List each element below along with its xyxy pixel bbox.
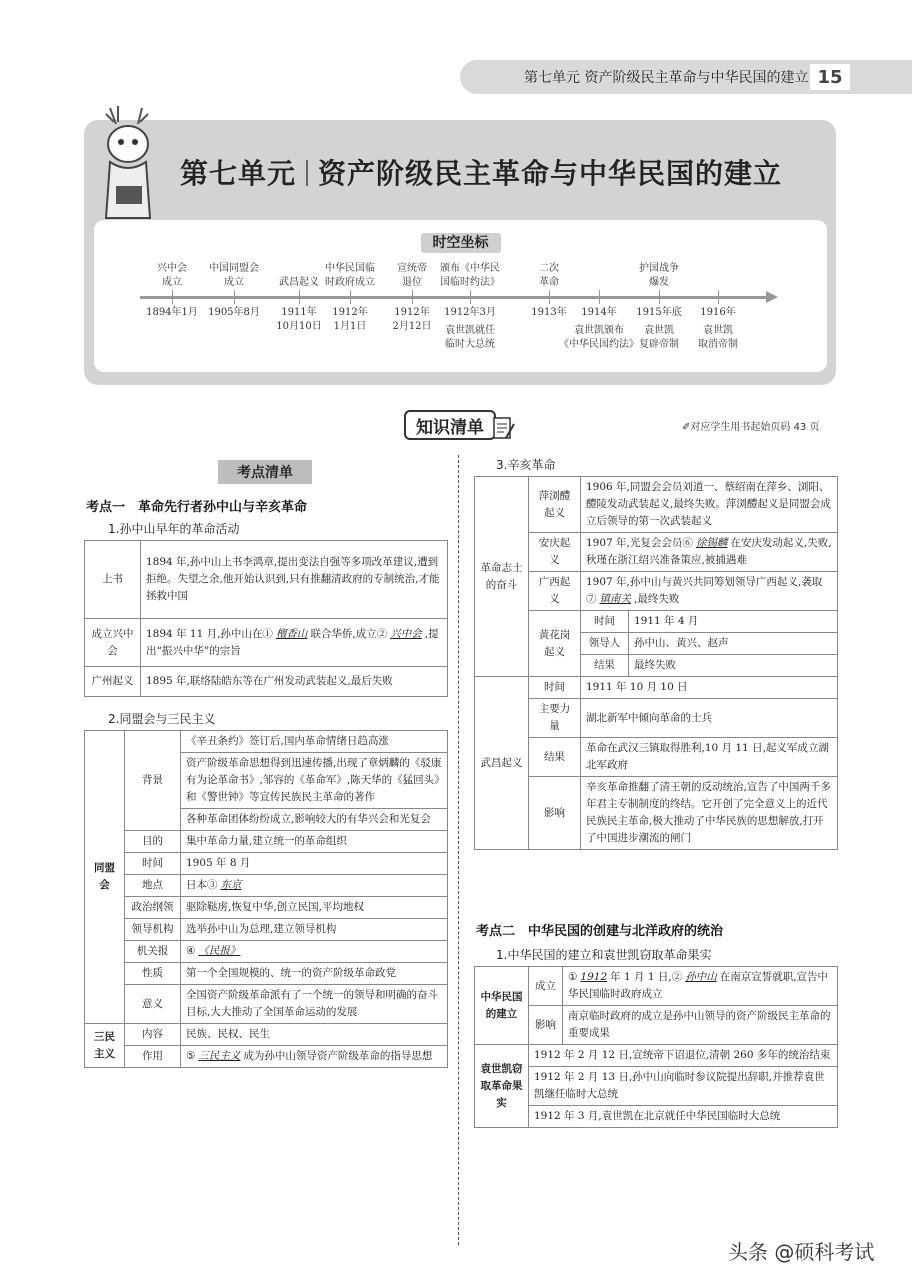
table-row bbox=[85, 963, 448, 985]
table-cell: 结果 bbox=[581, 655, 629, 677]
table-cell: ④ 《民报》 bbox=[181, 941, 448, 963]
table-cell: 各种革命团体纷纷成立,影响较大的有华兴会和光复会 bbox=[181, 809, 448, 831]
table-cell: 时间 bbox=[125, 853, 181, 875]
table-row bbox=[475, 777, 838, 850]
subsection-2: 2.同盟会与三民主义 bbox=[108, 712, 216, 726]
table-row bbox=[85, 897, 448, 919]
table-cell: 集中革命力量,建立统一的革命组织 bbox=[181, 831, 448, 853]
unit-label: 第七单元 bbox=[180, 157, 297, 190]
topic-two-title: 考点二 中华民国的创建与北洋政府的统治 bbox=[476, 924, 724, 939]
table-cell: 1911 年 10 月 10 日 bbox=[581, 677, 838, 699]
table-row bbox=[85, 1024, 448, 1046]
table-cell: 1894 年 11 月,孙中山在① 檀香山 联合华侨,成立② 兴中会 ,提出“振兴中华”的宗旨 bbox=[141, 619, 448, 667]
table-cell: 时间 bbox=[529, 677, 581, 699]
table-row bbox=[85, 1046, 448, 1068]
table-cell: 广西起义 bbox=[529, 572, 581, 611]
table-cell: 湖北新军中倾向革命的士兵 bbox=[581, 699, 838, 738]
table-cell: 驱除鞑虏,恢复中华,创立民国,平均地权 bbox=[181, 897, 448, 919]
table-cell: 南京临时政府的成立是孙中山领导的资产阶级民主革命的重要成果 bbox=[563, 1006, 838, 1045]
table-cell: 武昌起义 bbox=[475, 677, 529, 850]
knowledge-list-title: 知识清单 bbox=[404, 410, 496, 440]
topic-one-title: 考点一 革命先行者孙中山与辛亥革命 bbox=[86, 500, 308, 515]
knowledge-list-badge bbox=[404, 410, 514, 442]
table-cell: 成立 bbox=[529, 967, 563, 1006]
table-row bbox=[85, 667, 448, 697]
table-cell: 目的 bbox=[125, 831, 181, 853]
answer-blank: 镇南关 bbox=[599, 593, 631, 605]
timeline-event: 中华民国临 时政府成立 bbox=[325, 263, 375, 288]
timeline-note: 袁世凯 取消帝制 bbox=[698, 325, 738, 350]
table-cell: 政治纲领 bbox=[125, 897, 181, 919]
watermark: 头条 @硕科考试 bbox=[728, 1240, 875, 1264]
table-cell: 1905 年 8 月 bbox=[181, 853, 448, 875]
table-cell: 1906 年,同盟会会员刘道一、蔡绍南在萍乡、浏阳、醴陵发动武装起义,最终失败。萍浏醴起义是同盟会成立后领导的第一次武装起义 bbox=[581, 477, 838, 533]
timeline-tick bbox=[659, 290, 660, 304]
table-cell: 成立兴中会 bbox=[85, 619, 141, 667]
timeline-year: 1912年 2月12日 bbox=[392, 307, 432, 332]
timeline-year: 1915年底 bbox=[636, 307, 682, 318]
table-row bbox=[475, 533, 838, 572]
table-row bbox=[85, 941, 448, 963]
subsection-3: 3.辛亥革命 bbox=[496, 458, 556, 472]
column-divider bbox=[458, 455, 459, 1245]
table-row bbox=[475, 1045, 838, 1067]
table-cell: ① 1912 年 1 月 1 日,② 孙中山 在南京宣誓就职,宣告中华民国临时政府成立 bbox=[563, 967, 838, 1006]
table-cell: 1894 年,孙中山上书李鸿章,提出变法自强等多项改革建议,遭到拒绝。失望之余,他开始认识到,只有推翻清政府的专制统治,才能拯救中国 bbox=[141, 541, 448, 619]
table-cell: 性质 bbox=[125, 963, 181, 985]
table-row bbox=[85, 853, 448, 875]
answer-blank: 东京 bbox=[220, 879, 242, 891]
timeline-tick bbox=[172, 290, 173, 304]
table-cell: 影响 bbox=[529, 777, 581, 850]
axis-arrow-icon bbox=[766, 291, 778, 303]
page-reference-note: ✐对应学生用书起始页码 43 页 bbox=[682, 422, 820, 433]
table-row bbox=[85, 541, 448, 619]
answer-blank: 《民报》 bbox=[198, 945, 241, 957]
table-cell: 安庆起义 bbox=[529, 533, 581, 572]
timeline-tick bbox=[350, 290, 351, 304]
table-row bbox=[475, 1006, 838, 1045]
answer-blank: 三民主义 bbox=[198, 1050, 241, 1062]
timeline-event: 宣统帝 退位 bbox=[397, 263, 427, 288]
timeline-event: 兴中会 成立 bbox=[157, 263, 187, 288]
table-cell: 黄花岗起义 bbox=[529, 611, 581, 677]
timeline-year: 1914年 bbox=[581, 307, 617, 318]
table-cell: 上书 bbox=[85, 541, 141, 619]
timeline-panel bbox=[94, 220, 827, 372]
table-cell: 领导人 bbox=[581, 633, 629, 655]
timeline-event: 武昌起义 bbox=[279, 277, 319, 288]
table-cell: 辛亥革命推翻了清王朝的反动统治,宣告了中国两千多年君主专制制度的终结。它开创了完全意义上的近代民族民主革命,极大推动了中华民族的思想解放,打开了中国进步潮流的闸门 bbox=[581, 777, 838, 850]
answer-blank: 1912 bbox=[580, 971, 608, 983]
timeline-event: 护国战争 爆发 bbox=[639, 263, 679, 288]
timeline-year: 1912年 1月1日 bbox=[332, 307, 368, 332]
table-row bbox=[475, 699, 838, 738]
timeline-note: 袁世凯 复辟帝制 bbox=[639, 325, 679, 350]
timeline-tick bbox=[718, 290, 719, 304]
table-cell: 全国资产阶级革命派有了一个统一的领导和明确的奋斗目标,大大推动了全国革命运动的发展 bbox=[181, 985, 448, 1024]
roc-table bbox=[474, 966, 838, 1128]
table-cell: 影响 bbox=[529, 1006, 563, 1045]
table-row bbox=[85, 731, 448, 753]
table-row bbox=[475, 967, 838, 1006]
subsection-4: 1.中华民国的建立和袁世凯窃取革命果实 bbox=[496, 948, 712, 962]
table-row bbox=[85, 875, 448, 897]
page-number: 15 bbox=[810, 64, 850, 90]
table-row bbox=[85, 619, 448, 667]
timeline-year: 1916年 bbox=[700, 307, 736, 318]
table-cell: 革命在武汉三镇取得胜利,10 月 11 日,起义军成立湖北军政府 bbox=[581, 738, 838, 777]
answer-blank: 孙中山 bbox=[685, 971, 717, 983]
xinhai-table bbox=[474, 476, 838, 850]
table-cell: 最终失败 bbox=[629, 655, 838, 677]
table-cell: 1912 年 3 月,袁世凯在北京就任中华民国临时大总统 bbox=[529, 1106, 838, 1128]
table-row bbox=[475, 677, 838, 699]
table-cell: 《辛丑条约》签订后,国内革命情绪日趋高涨 bbox=[181, 731, 448, 753]
table-cell: 1911 年 4 月 bbox=[629, 611, 838, 633]
table-cell: 机关报 bbox=[125, 941, 181, 963]
timeline-year: 1894年1月 bbox=[146, 307, 198, 318]
notebook-pencil-icon bbox=[492, 416, 516, 442]
table-cell: 1912 年 2 月 13 日,孙中山向临时参议院提出辞职,并推荐袁世凯继任临时大总统 bbox=[529, 1067, 838, 1106]
timeline-year: 1911年 10月10日 bbox=[276, 307, 322, 332]
timeline-event: 中国同盟会 成立 bbox=[209, 263, 259, 288]
tongmenghui-table bbox=[84, 730, 448, 1068]
table-cell: 中华民国的建立 bbox=[475, 967, 529, 1045]
answer-blank: 兴中会 bbox=[390, 627, 422, 640]
table-cell: 1912 年 2 月 12 日,宣统帝下诏退位,清朝 260 多年的统治结束 bbox=[529, 1045, 838, 1067]
table-cell: 意义 bbox=[125, 985, 181, 1024]
timeline-event: 颁布《中华民 国临时约法》 bbox=[440, 263, 500, 288]
timeline-tick bbox=[234, 290, 235, 304]
table-cell: 第一个全国规模的、统一的资产阶级革命政党 bbox=[181, 963, 448, 985]
table-cell: 萍浏醴起义 bbox=[529, 477, 581, 533]
unit-title: 资产阶级民主革命与中华民国的建立 bbox=[318, 157, 783, 190]
table-cell: 资产阶级革命思想得到迅速传播,出现了章炳麟的《驳康有为论革命书》,邹容的《革命军》,陈天华的《猛回头》和《警世钟》等宣传民族民主革命的著作 bbox=[181, 753, 448, 809]
table-cell: 三民主义 bbox=[85, 1024, 125, 1068]
timeline-year: 1913年 bbox=[531, 307, 567, 318]
table-cell: 袁世凯窃取革命果实 bbox=[475, 1045, 529, 1128]
page-header bbox=[460, 60, 912, 94]
table-cell: 1907 年,孙中山与黄兴共同筹划领导广西起义,袭取⑦ 镇南关 ,最终失败 bbox=[581, 572, 838, 611]
timeline-note: 袁世凯就任 临时大总统 bbox=[445, 325, 495, 350]
table-row bbox=[85, 831, 448, 853]
table-cell: 1895 年,联络陆皓东等在广州发动武装起义,最后失败 bbox=[141, 667, 448, 697]
table-cell: 地点 bbox=[125, 875, 181, 897]
table-row bbox=[475, 611, 838, 633]
exam-points-heading: 考点清单 bbox=[218, 460, 312, 484]
table-cell: 革命志士的奋斗 bbox=[475, 477, 529, 677]
timeline-year: 1912年3月 bbox=[444, 307, 496, 318]
banner-title bbox=[180, 152, 782, 192]
table-row bbox=[85, 985, 448, 1024]
table-cell: 主要力量 bbox=[529, 699, 581, 738]
table-cell: 广州起义 bbox=[85, 667, 141, 697]
table-cell: 时间 bbox=[581, 611, 629, 633]
timeline-tick bbox=[470, 290, 471, 304]
table-cell: 领导机构 bbox=[125, 919, 181, 941]
answer-blank: 徐锡麟 bbox=[695, 537, 728, 549]
timeline-tick bbox=[599, 290, 600, 304]
header-title: 第七单元 资产阶级民主革命与中华民国的建立 bbox=[524, 70, 809, 86]
timeline-event: 二次 革命 bbox=[539, 263, 559, 288]
table-cell: 结果 bbox=[529, 738, 581, 777]
table-row bbox=[475, 572, 838, 611]
table-row bbox=[475, 1067, 838, 1106]
table-cell: 内容 bbox=[125, 1024, 181, 1046]
timeline-year: 1905年8月 bbox=[208, 307, 260, 318]
sun-early-table bbox=[84, 540, 448, 697]
answer-blank: 檀香山 bbox=[275, 627, 308, 640]
table-row bbox=[475, 477, 838, 533]
table-row bbox=[85, 919, 448, 941]
table-cell: 选举孙中山为总理,建立领导机构 bbox=[181, 919, 448, 941]
table-cell: 孙中山、黄兴、赵声 bbox=[629, 633, 838, 655]
table-cell: 民族、民权、民生 bbox=[181, 1024, 448, 1046]
table-row bbox=[475, 738, 838, 777]
timeline-title: 时空坐标 bbox=[94, 232, 827, 252]
table-cell: 作用 bbox=[125, 1046, 181, 1068]
timeline-tick bbox=[412, 290, 413, 304]
timeline-tick bbox=[299, 290, 300, 304]
subsection-1: 1.孙中山早年的革命活动 bbox=[108, 522, 240, 536]
timeline-note: 袁世凯颁布 《中华民国约法》 bbox=[559, 325, 639, 350]
table-cell: 背景 bbox=[125, 731, 181, 831]
deer-mascot-icon bbox=[88, 100, 168, 230]
table-row bbox=[475, 1106, 838, 1128]
table-cell: 日本③ 东京 bbox=[181, 875, 448, 897]
table-cell: 同盟会 bbox=[85, 731, 125, 1024]
table-cell: 1907 年,光复会会员⑥ 徐锡麟 在安庆发动起义,失败,秋瑾在浙江绍兴准备策应,被捕遇难 bbox=[581, 533, 838, 572]
table-cell: ⑤ 三民主义 成为孙中山领导资产阶级革命的指导思想 bbox=[181, 1046, 448, 1068]
timeline-tick bbox=[549, 290, 550, 304]
